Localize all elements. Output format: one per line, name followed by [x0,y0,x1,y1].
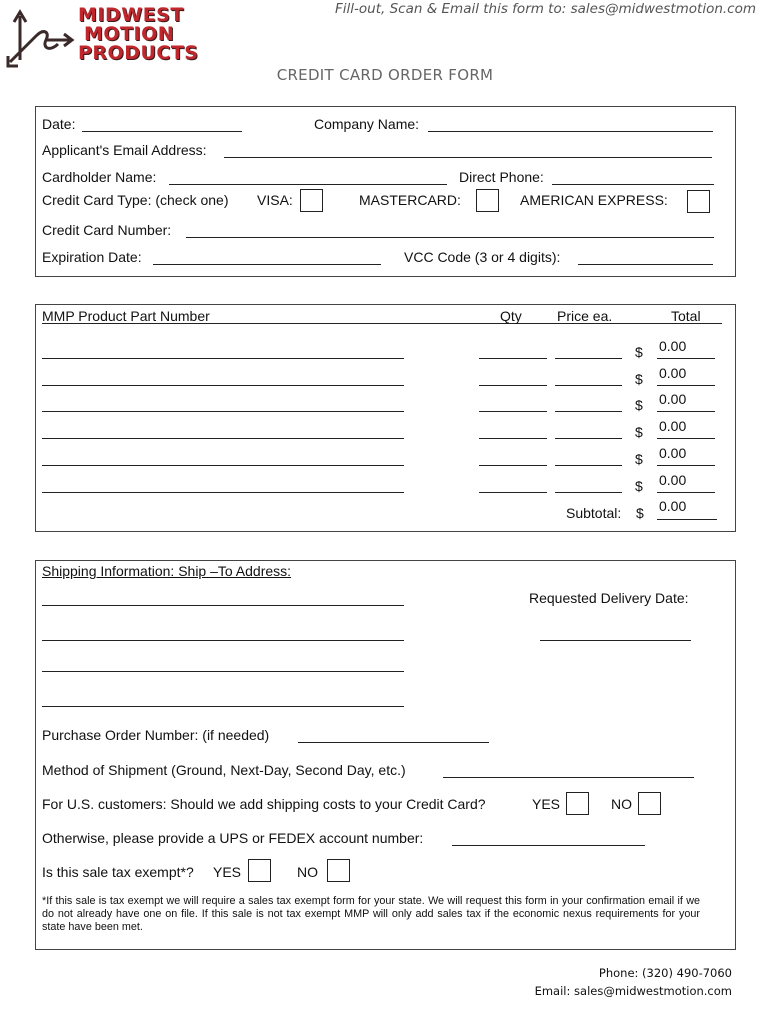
amex-label: AMERICAN EXPRESS: [520,192,668,208]
row-currency: $ [635,397,643,413]
ship-address-line-2[interactable] [42,640,404,641]
row-total-value: 0.00 [659,365,687,381]
card-number-label: Credit Card Number: [42,222,172,238]
tax-exempt-question: Is this sale tax exempt*? [42,864,194,880]
amex-checkbox[interactable] [687,190,710,213]
form-title: CREDIT CARD ORDER FORM [276,66,494,84]
visa-checkbox[interactable] [300,189,323,212]
price-field[interactable] [555,411,622,412]
subtotal-currency: $ [636,505,644,521]
card-number-field[interactable] [186,237,714,238]
company-logo [6,6,221,68]
shipment-method-field[interactable] [443,777,694,778]
direct-phone-label: Direct Phone: [459,169,544,185]
us-shipping-yes-checkbox[interactable] [566,792,589,815]
subtotal-label: Subtotal: [566,505,622,521]
price-field[interactable] [555,438,622,439]
row-total-value: 0.00 [659,445,687,461]
products-section [35,304,736,532]
us-shipping-question: For U.S. customers: Should we add shipping costs to your Credit Card? [42,796,486,812]
col-qty: Qty [500,308,522,324]
footer-email: Email: sales@midwestmotion.com [534,984,732,998]
part-number-field[interactable] [42,385,404,386]
us-shipping-no-checkbox[interactable] [638,792,661,815]
vcc-label: VCC Code (3 or 4 digits): [404,249,561,265]
mastercard-label: MASTERCARD: [359,192,461,208]
company-name-label: Company Name: [314,116,420,132]
qty-field[interactable] [479,385,547,386]
part-number-field[interactable] [42,465,404,466]
price-field[interactable] [555,385,622,386]
email-field[interactable] [224,157,712,158]
col-part-number: MMP Product Part Number [42,308,210,324]
price-field[interactable] [555,492,622,493]
row-total-field[interactable] [657,438,715,439]
logo-arrows-icon [6,6,76,68]
po-number-label: Purchase Order Number: (if needed) [42,727,270,743]
part-number-field[interactable] [42,438,404,439]
part-number-field[interactable] [42,492,404,493]
requested-delivery-field[interactable] [540,640,691,641]
expiration-label: Expiration Date: [42,249,142,265]
row-currency: $ [635,451,643,467]
card-type-label: Credit Card Type: (check one) [42,192,229,208]
vcc-field[interactable] [578,264,713,265]
logo-line-1: MIDWEST [78,4,184,26]
logo-line-3: PRODUCTS [78,42,199,64]
part-number-field[interactable] [42,411,404,412]
ship-address-line-4[interactable] [42,706,404,707]
subtotal-field[interactable] [657,519,717,520]
row-total-value: 0.00 [659,472,687,488]
date-field[interactable] [82,131,242,132]
us-shipping-no-label: NO [611,796,632,812]
cardholder-field[interactable] [169,184,447,185]
row-currency: $ [635,344,643,360]
subtotal-value: 0.00 [659,498,687,514]
qty-field[interactable] [479,358,547,359]
tax-exempt-yes-checkbox[interactable] [248,859,271,882]
visa-label: VISA: [257,192,293,208]
row-total-field[interactable] [657,465,715,466]
qty-field[interactable] [479,438,547,439]
row-total-value: 0.00 [659,338,687,354]
mastercard-checkbox[interactable] [476,189,499,212]
row-currency: $ [635,478,643,494]
row-total-field[interactable] [657,492,715,493]
expiration-field[interactable] [153,264,381,265]
tax-exempt-yes-label: YES [213,864,242,880]
price-field[interactable] [555,358,622,359]
row-total-field[interactable] [657,411,715,412]
ship-address-line-3[interactable] [42,671,404,672]
row-total-field[interactable] [657,385,715,386]
col-total: Total [671,308,701,324]
date-label: Date: [42,116,76,132]
ship-address-line-1[interactable] [42,605,404,606]
row-currency: $ [635,424,643,440]
part-number-field[interactable] [42,358,404,359]
price-field[interactable] [555,465,622,466]
tax-exempt-no-label: NO [297,864,318,880]
qty-field[interactable] [479,492,547,493]
qty-field[interactable] [479,411,547,412]
tax-footnote: *If this sale is tax exempt we will require a sales tax exempt form for your state. We will request this form in your confirmation email if we do not already have one on file. If this sale is not tax exempt MMP will only add sales tax if the economic nexus requirements for your state have been met. [42,895,700,933]
col-price: Price ea. [557,308,613,324]
tax-exempt-no-checkbox[interactable] [327,859,350,882]
qty-field[interactable] [479,465,547,466]
direct-phone-field[interactable] [552,184,714,185]
email-label: Applicant's Email Address: [42,142,207,158]
row-currency: $ [635,371,643,387]
company-name-field[interactable] [428,131,713,132]
carrier-account-label: Otherwise, please provide a UPS or FEDEX account number: [42,830,424,846]
us-shipping-yes-label: YES [532,796,561,812]
shipping-heading: Shipping Information: Ship –To Address: [42,563,292,579]
instructions-tagline: Fill-out, Scan & Email this form to: sales@midwestmotion.com [335,1,757,17]
shipment-method-label: Method of Shipment (Ground, Next-Day, Second Day, etc.) [42,762,406,778]
requested-delivery-label: Requested Delivery Date: [529,590,689,606]
po-number-field[interactable] [298,742,489,743]
cardholder-label: Cardholder Name: [42,169,157,185]
row-total-value: 0.00 [659,391,687,407]
row-total-value: 0.00 [659,418,687,434]
footer-phone: Phone: (320) 490-7060 [598,966,732,980]
logo-line-2: MOTION [84,23,175,45]
contact-info [535,964,732,1000]
row-total-field[interactable] [657,358,715,359]
shipping-section [35,560,736,950]
carrier-account-field[interactable] [452,845,645,846]
